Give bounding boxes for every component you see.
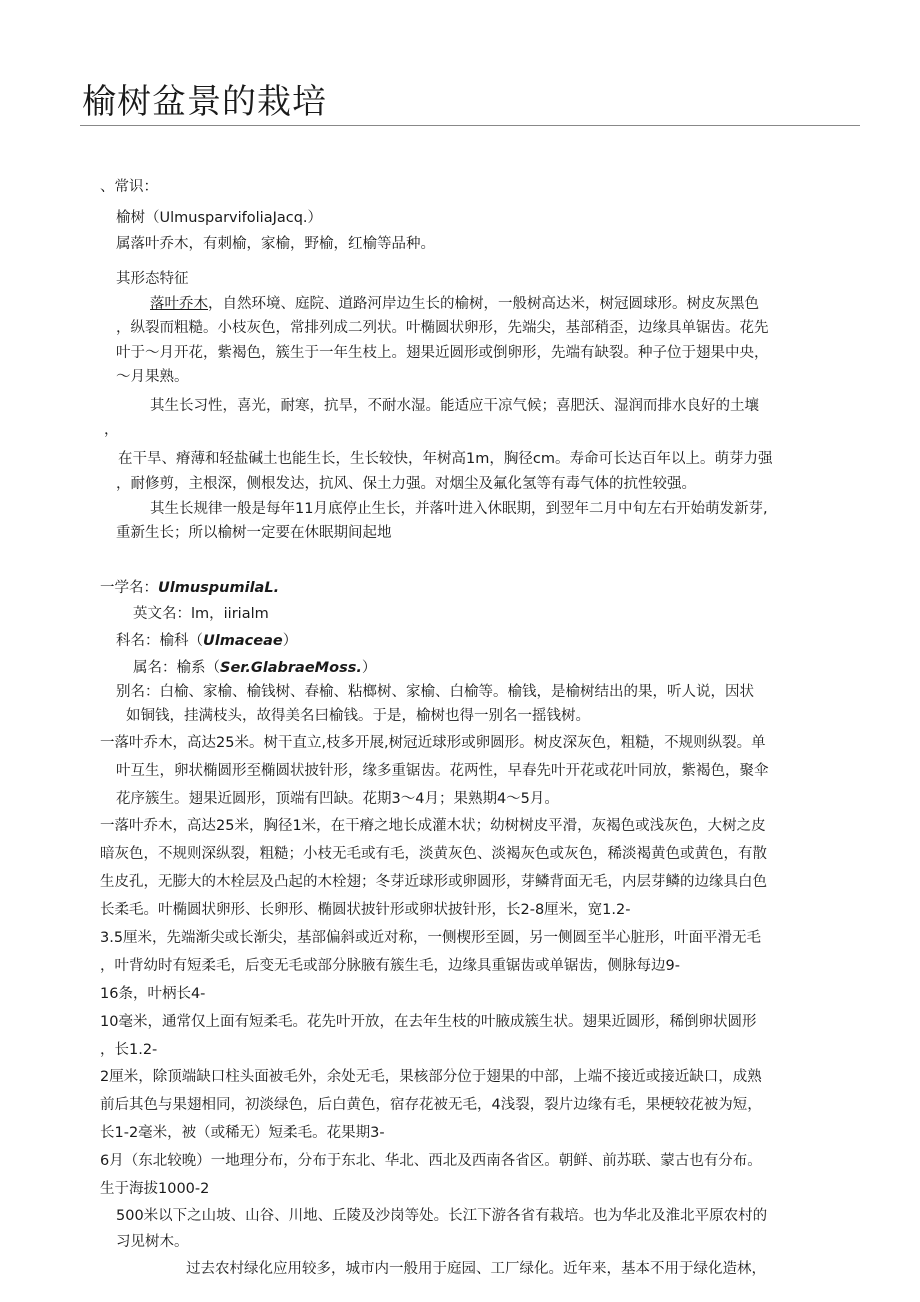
text-line: 其生长规律一般是每年11月底停止生长，并落叶进入休眠期，到翌年二月中旬左右开始萌发新芽, xyxy=(150,501,768,517)
text-line: 生于海拔1000-2 xyxy=(100,1181,210,1197)
text-line: 英文名：lm，iirialm xyxy=(133,606,269,622)
section-heading: 、常识： xyxy=(100,179,158,195)
text-line: 属落叶乔木，有刺榆，家榆，野榆，红榆等品种。 xyxy=(116,236,435,252)
text-line: ，叶背幼时有短柔毛，后变无毛或部分脉腋有簇生毛，边缘具重锯齿或单锯齿，侧脉每边9- xyxy=(100,958,680,974)
text-line: 过去农村绿化应用较多，城市内一般用于庭园、工厂绿化。近年来，基本不用于绿化造林， xyxy=(186,1261,766,1277)
text-line: 花序簇生。翅果近圆形，顶端有凹缺。花期3～4月；果熟期4～5月。 xyxy=(116,791,559,807)
text-line: 其生长习性，喜光，耐寒，抗旱，不耐水湿。能适应干凉气候；喜肥沃、湿润而排水良好的土壤 xyxy=(150,398,759,414)
text-line: 6月（东北较晚）一地理分布，分布于东北、华北、西北及西南各省区。朝鲜、前苏联、蒙古也有分布。 xyxy=(100,1153,762,1169)
text-line: 暗灰色，不规则深纵裂，粗糙；小枝无毛或有毛，淡黄灰色、淡褐灰色或灰色，稀淡褐黄色或黄色，有散 xyxy=(100,846,767,862)
text-line: 其形态特征 xyxy=(116,271,189,287)
text-line: ，纵裂而粗糙。小枝灰色，常排列成二列状。叶椭圆状卵形，先端尖，基部稍歪，边缘具单锯齿。花先 xyxy=(116,320,769,336)
text-line: 前后其色与果翅相同，初淡绿色，后白黄色，宿存花被无毛，4浅裂，裂片边缘有毛，果梗较花被为短， xyxy=(100,1097,762,1113)
text-line: 习见树木。 xyxy=(116,1234,189,1250)
text-line: 长1-2毫米，被（或稀无）短柔毛。花果期3- xyxy=(100,1125,385,1141)
text-span: 属名：榆系（ xyxy=(133,660,220,676)
text-line: 10毫米，通常仅上面有短柔毛。花先叶开放，在去年生枝的叶腋成簇生状。翅果近圆形，稀倒卵状圆形 xyxy=(100,1014,757,1030)
text-line: 一落叶乔木，高达25米，胸径1米，在干瘠之地长成灌木状；幼树树皮平滑，灰褐色或浅灰色，大树之皮 xyxy=(100,818,766,834)
text-span: ） xyxy=(361,660,377,676)
text-line: 别名：白榆、家榆、榆钱树、春榆、粘榔树、家榆、白榆等。榆钱，是榆树结出的果，听人说，因状 xyxy=(116,684,754,700)
text-line: 重新生长；所以榆树一定要在休眠期间起地 xyxy=(116,525,392,541)
text-span: 科名：榆科（ xyxy=(116,633,203,649)
text-line: 500米以下之山坡、山谷、川地、丘陵及沙岗等处。长江下游各省有栽培。也为华北及淮北平原农村的 xyxy=(116,1208,768,1224)
latin-name: Ser.GlabraeMoss. xyxy=(220,660,362,676)
text-line: 叶互生，卵状椭圆形至椭圆状披针形，缘多重锯齿。花两性，早春先叶开花或花叶同放，紫褐色，聚伞 xyxy=(116,763,769,779)
text-line: 在干旱、瘠薄和轻盐碱土也能生长，生长较快，年树高1m，胸径cm。寿命可长达百年以上。萌芽力强 xyxy=(118,451,773,467)
text-line: 3.5厘米，先端渐尖或长渐尖，基部偏斜或近对称，一侧楔形至圆，另一侧圆至半心脏形，叶面平滑无毛 xyxy=(100,930,762,946)
text-line: ～月果熟。 xyxy=(116,369,189,385)
text-line: 2厘米，除顶端缺口柱头面被毛外，余处无毛，果核部分位于翅果的中部，上端不接近或接近缺口，成熟 xyxy=(100,1069,762,1085)
underlined-term: 落叶乔木 xyxy=(150,296,208,312)
text-line: 生皮孔，无膨大的木栓层及凸起的木栓翅；冬芽近球形或卵圆形，芽鳞背面无毛，内层芽鳞的边缘具白色 xyxy=(100,874,767,890)
latin-name: UlmuspumilaL. xyxy=(158,580,280,596)
text-line: ，耐修剪，主根深，侧根发达，抗风、保土力强。对烟尘及氟化氢等有毒气体的抗性较强。 xyxy=(116,476,696,492)
text-span: 一学名： xyxy=(100,580,158,596)
text-line xyxy=(116,631,297,651)
text-line: 一落叶乔木，高达25米。树干直立,枝多开展,树冠近球形或卵圆形。树皮深灰色，粗糙，不规则纵裂。单 xyxy=(100,735,766,751)
text-line xyxy=(150,294,759,314)
text-line: 长柔毛。叶椭圆状卵形、长卵形、椭圆状披针形或卵状披针形，长2-8厘米，宽1.2- xyxy=(100,902,631,918)
text-span: ） xyxy=(282,633,298,649)
text-span: ，自然环境、庭院、道路河岸边生长的榆树，一般树高达米，树冠圆球形。树皮灰黑色 xyxy=(208,296,759,312)
page-title: 榆树盆景的栽培 xyxy=(82,82,327,122)
text-line: ， xyxy=(104,422,119,438)
title-divider xyxy=(80,125,860,126)
text-line: 榆树（UlmusparvifoliaJacq.） xyxy=(116,210,323,226)
text-line: 叶于～月开花，紫褐色，簇生于一年生枝上。翅果近圆形或倒卵形，先端有缺裂。种子位于翅果中央， xyxy=(116,345,769,361)
text-line: 16条，叶柄长4- xyxy=(100,986,206,1002)
text-line xyxy=(133,658,376,678)
latin-name: Ulmaceae xyxy=(203,633,283,649)
text-line xyxy=(100,578,279,598)
text-line: ，长1.2- xyxy=(100,1042,158,1058)
text-line: 如铜钱，挂满枝头，故得美名曰榆钱。于是，榆树也得一别名一摇钱树。 xyxy=(126,708,590,724)
